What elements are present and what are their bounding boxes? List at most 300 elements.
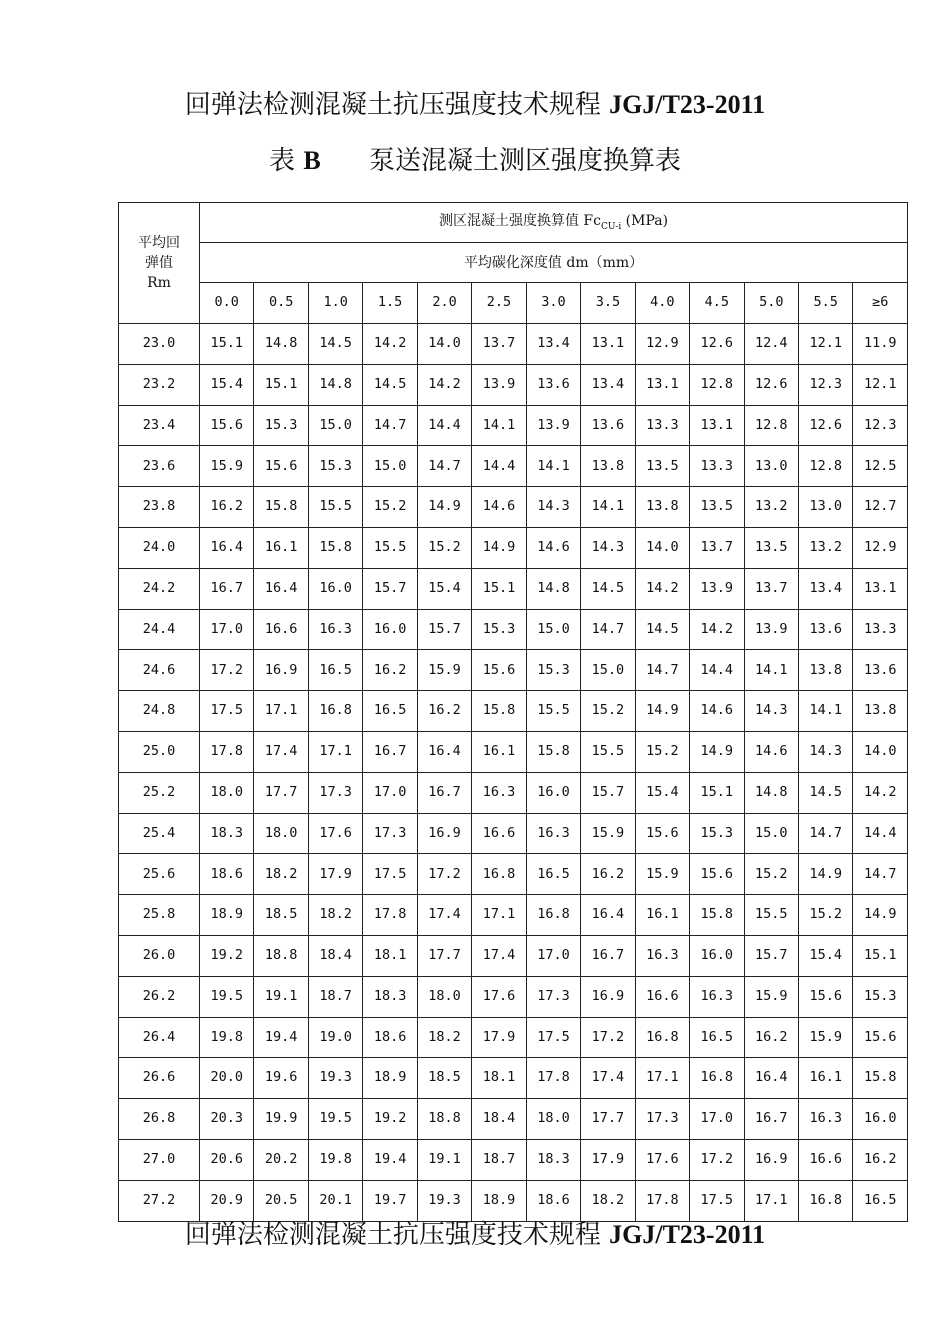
strength-value-cell: 14.0 [853, 731, 908, 772]
strength-value-cell: 14.6 [744, 731, 798, 772]
strength-value-cell: 18.2 [417, 1017, 471, 1058]
strength-value-cell: 19.8 [308, 1139, 362, 1180]
table-row [119, 324, 908, 365]
strength-value-cell: 15.8 [472, 691, 526, 732]
strength-value-cell: 13.1 [581, 324, 635, 365]
strength-value-cell: 15.9 [200, 446, 254, 487]
strength-value-cell: 18.7 [308, 976, 362, 1017]
strength-value-cell: 14.8 [254, 324, 308, 365]
header-row-depths [119, 283, 908, 324]
strength-value-cell: 16.3 [635, 935, 689, 976]
rm-header-line-2: 弹值 [145, 254, 173, 271]
depth-header-cell: 0.0 [200, 283, 254, 324]
strength-value-cell: 17.5 [200, 691, 254, 732]
strength-value-cell: 16.4 [200, 527, 254, 568]
strength-value-cell: 18.5 [254, 895, 308, 936]
strength-value-cell: 13.5 [635, 446, 689, 487]
strength-value-cell: 17.2 [200, 650, 254, 691]
strength-value-cell: 19.6 [254, 1058, 308, 1099]
strength-value-cell: 14.1 [744, 650, 798, 691]
strength-value-cell: 16.4 [744, 1058, 798, 1099]
strength-value-cell: 17.3 [526, 976, 580, 1017]
strength-value-cell: 16.2 [200, 487, 254, 528]
strength-value-cell: 13.3 [690, 446, 744, 487]
strength-value-cell: 15.2 [635, 731, 689, 772]
header-row-carbonation [119, 243, 908, 283]
table-row [119, 895, 908, 936]
strength-value-cell: 13.7 [744, 568, 798, 609]
strength-value-cell: 13.6 [798, 609, 852, 650]
strength-value-cell: 15.4 [200, 364, 254, 405]
strength-value-cell: 18.1 [472, 1058, 526, 1099]
strength-value-cell: 14.4 [853, 813, 908, 854]
strength-value-cell: 15.0 [308, 405, 362, 446]
strength-value-cell: 15.8 [690, 895, 744, 936]
strength-value-cell: 15.2 [581, 691, 635, 732]
strength-value-cell: 17.0 [526, 935, 580, 976]
rm-header-line-1: 平均回 [138, 234, 180, 251]
strength-value-cell: 16.6 [254, 609, 308, 650]
strength-value-cell: 15.6 [472, 650, 526, 691]
strength-value-cell: 14.0 [417, 324, 471, 365]
rm-value-cell: 23.4 [119, 405, 200, 446]
strength-value-cell: 13.9 [690, 568, 744, 609]
strength-value-cell: 17.6 [635, 1139, 689, 1180]
strength-value-cell: 15.2 [798, 895, 852, 936]
strength-value-cell: 14.0 [635, 527, 689, 568]
strength-value-cell: 15.0 [744, 813, 798, 854]
strength-value-cell: 15.4 [417, 568, 471, 609]
table-title [0, 140, 950, 177]
strength-value-cell: 17.5 [363, 854, 417, 895]
rm-value-cell: 25.2 [119, 772, 200, 813]
strength-value-cell: 14.8 [744, 772, 798, 813]
table-row [119, 731, 908, 772]
table-row [119, 364, 908, 405]
strength-value-cell: 13.0 [744, 446, 798, 487]
strength-value-cell: 14.3 [798, 731, 852, 772]
strength-value-cell: 14.4 [472, 446, 526, 487]
strength-value-cell: 17.7 [581, 1099, 635, 1140]
strength-value-cell: 15.0 [581, 650, 635, 691]
strength-value-cell: 12.6 [798, 405, 852, 446]
strength-value-cell: 13.8 [853, 691, 908, 732]
strength-value-cell: 18.6 [526, 1180, 580, 1221]
strength-value-cell: 19.4 [363, 1139, 417, 1180]
strength-value-cell: 14.7 [417, 446, 471, 487]
strength-value-cell: 12.9 [635, 324, 689, 365]
strength-value-cell: 14.9 [472, 527, 526, 568]
strength-value-cell: 17.2 [581, 1017, 635, 1058]
strength-value-cell: 19.1 [254, 976, 308, 1017]
strength-value-cell: 16.9 [744, 1139, 798, 1180]
strength-conversion-table [118, 202, 908, 1222]
table-row [119, 650, 908, 691]
document-title-text: 回弹法检测混凝土抗压强度技术规程 [184, 90, 601, 120]
strength-value-cell: 13.8 [581, 446, 635, 487]
strength-value-cell: 12.6 [744, 364, 798, 405]
strength-value-cell: 13.6 [853, 650, 908, 691]
strength-value-cell: 14.2 [417, 364, 471, 405]
strength-value-cell: 13.8 [635, 487, 689, 528]
strength-value-cell: 17.7 [254, 772, 308, 813]
strength-value-cell: 18.6 [200, 854, 254, 895]
strength-value-cell: 13.7 [690, 527, 744, 568]
table-row [119, 1017, 908, 1058]
strength-value-cell: 15.9 [798, 1017, 852, 1058]
strength-value-cell: 15.3 [526, 650, 580, 691]
table-row [119, 935, 908, 976]
strength-value-cell: 18.0 [417, 976, 471, 1017]
rm-value-cell: 25.6 [119, 854, 200, 895]
strength-value-cell: 16.6 [635, 976, 689, 1017]
strength-value-cell: 13.1 [690, 405, 744, 446]
strength-value-cell: 15.7 [744, 935, 798, 976]
table-row [119, 405, 908, 446]
strength-value-cell: 13.1 [853, 568, 908, 609]
strength-value-cell: 20.3 [200, 1099, 254, 1140]
strength-value-cell: 16.9 [581, 976, 635, 1017]
strength-value-cell: 17.8 [635, 1180, 689, 1221]
strength-value-cell: 13.3 [853, 609, 908, 650]
strength-value-cell: 16.1 [635, 895, 689, 936]
strength-value-cell: 18.8 [417, 1099, 471, 1140]
strength-value-cell: 12.1 [853, 364, 908, 405]
depth-header-cell: 3.5 [581, 283, 635, 324]
strength-value-cell: 16.5 [690, 1017, 744, 1058]
strength-value-cell: 16.4 [581, 895, 635, 936]
strength-value-cell: 19.7 [363, 1180, 417, 1221]
strength-value-cell: 14.5 [363, 364, 417, 405]
strength-value-cell: 19.9 [254, 1099, 308, 1140]
strength-value-cell: 18.2 [308, 895, 362, 936]
strength-value-cell: 14.1 [472, 405, 526, 446]
strength-value-cell: 14.8 [308, 364, 362, 405]
strength-value-cell: 12.8 [690, 364, 744, 405]
strength-value-cell: 14.5 [308, 324, 362, 365]
table-row [119, 772, 908, 813]
strength-value-cell: 13.9 [744, 609, 798, 650]
strength-value-cell: 13.4 [526, 324, 580, 365]
rm-value-cell: 27.0 [119, 1139, 200, 1180]
strength-value-cell: 20.5 [254, 1180, 308, 1221]
table-title-name: 泵送混凝土测区强度换算表 [368, 146, 681, 176]
strength-value-cell: 15.1 [200, 324, 254, 365]
strength-value-cell: 13.6 [526, 364, 580, 405]
strength-value-cell: 17.7 [417, 935, 471, 976]
strength-value-cell: 18.2 [254, 854, 308, 895]
strength-value-cell: 15.9 [744, 976, 798, 1017]
strength-value-cell: 15.2 [363, 487, 417, 528]
rm-value-cell: 26.0 [119, 935, 200, 976]
strength-value-cell: 15.1 [853, 935, 908, 976]
strength-header-subscript: CU-i [600, 221, 622, 232]
rm-header-cell [119, 203, 200, 324]
document-code: JGJ/T23-2011 [609, 90, 766, 119]
depth-header-cell: 1.0 [308, 283, 362, 324]
strength-value-cell: 14.2 [853, 772, 908, 813]
strength-value-cell: 15.6 [254, 446, 308, 487]
strength-value-cell: 16.2 [363, 650, 417, 691]
strength-value-cell: 12.7 [853, 487, 908, 528]
table-row [119, 813, 908, 854]
strength-value-cell: 14.4 [690, 650, 744, 691]
depth-header-cell: 4.0 [635, 283, 689, 324]
strength-value-cell: 16.5 [853, 1180, 908, 1221]
rm-value-cell: 23.8 [119, 487, 200, 528]
strength-value-cell: 15.0 [526, 609, 580, 650]
strength-value-cell: 12.8 [744, 405, 798, 446]
strength-value-cell: 18.6 [363, 1017, 417, 1058]
strength-value-cell: 16.7 [744, 1099, 798, 1140]
strength-value-cell: 13.0 [798, 487, 852, 528]
strength-value-cell: 17.3 [363, 813, 417, 854]
rm-value-cell: 23.0 [119, 324, 200, 365]
strength-value-cell: 17.8 [526, 1058, 580, 1099]
strength-value-cell: 15.5 [363, 527, 417, 568]
strength-value-cell: 18.3 [200, 813, 254, 854]
strength-value-cell: 18.8 [254, 935, 308, 976]
strength-value-cell: 17.5 [526, 1017, 580, 1058]
rm-value-cell: 23.6 [119, 446, 200, 487]
strength-value-cell: 16.8 [472, 854, 526, 895]
strength-value-cell: 14.2 [690, 609, 744, 650]
strength-value-cell: 19.0 [308, 1017, 362, 1058]
strength-value-cell: 14.7 [798, 813, 852, 854]
strength-value-cell: 15.3 [853, 976, 908, 1017]
strength-value-cell: 14.5 [581, 568, 635, 609]
strength-value-cell: 16.6 [472, 813, 526, 854]
rm-value-cell: 27.2 [119, 1180, 200, 1221]
strength-value-cell: 15.5 [308, 487, 362, 528]
strength-value-cell: 14.9 [798, 854, 852, 895]
strength-value-cell: 14.1 [526, 446, 580, 487]
strength-value-cell: 15.6 [853, 1017, 908, 1058]
table-row [119, 568, 908, 609]
strength-value-cell: 17.1 [254, 691, 308, 732]
depth-header-cell: 5.0 [744, 283, 798, 324]
strength-value-cell: 20.2 [254, 1139, 308, 1180]
strength-value-cell: 15.7 [581, 772, 635, 813]
strength-value-cell: 13.7 [472, 324, 526, 365]
strength-value-cell: 14.7 [581, 609, 635, 650]
strength-value-cell: 18.9 [200, 895, 254, 936]
table-row [119, 527, 908, 568]
depth-header-cell: ≥6 [853, 283, 908, 324]
strength-value-cell: 19.3 [308, 1058, 362, 1099]
footer-code: JGJ/T23-2011 [609, 1220, 766, 1249]
strength-value-cell: 14.7 [853, 854, 908, 895]
strength-value-cell: 14.6 [690, 691, 744, 732]
strength-value-cell: 15.9 [581, 813, 635, 854]
strength-value-cell: 18.9 [472, 1180, 526, 1221]
strength-value-cell: 17.2 [690, 1139, 744, 1180]
rm-value-cell: 25.8 [119, 895, 200, 936]
strength-value-cell: 12.4 [744, 324, 798, 365]
strength-value-cell: 12.6 [690, 324, 744, 365]
strength-value-cell: 16.4 [254, 568, 308, 609]
strength-value-cell: 15.9 [417, 650, 471, 691]
strength-value-cell: 18.0 [526, 1099, 580, 1140]
strength-value-cell: 13.5 [744, 527, 798, 568]
rm-value-cell: 24.4 [119, 609, 200, 650]
strength-value-cell: 14.2 [635, 568, 689, 609]
strength-value-cell: 15.9 [635, 854, 689, 895]
strength-value-cell: 17.4 [417, 895, 471, 936]
strength-value-cell: 17.0 [690, 1099, 744, 1140]
depth-header-cell: 2.5 [472, 283, 526, 324]
strength-value-cell: 13.9 [526, 405, 580, 446]
strength-value-cell: 17.1 [635, 1058, 689, 1099]
strength-value-cell: 20.1 [308, 1180, 362, 1221]
strength-value-cell: 15.0 [363, 446, 417, 487]
strength-value-cell: 16.3 [308, 609, 362, 650]
strength-value-cell: 12.1 [798, 324, 852, 365]
rm-value-cell: 24.0 [119, 527, 200, 568]
strength-value-cell: 17.1 [308, 731, 362, 772]
strength-value-cell: 16.1 [254, 527, 308, 568]
strength-value-cell: 15.3 [254, 405, 308, 446]
table-row [119, 691, 908, 732]
table-row [119, 609, 908, 650]
strength-value-cell: 14.9 [690, 731, 744, 772]
strength-value-cell: 20.6 [200, 1139, 254, 1180]
table-row [119, 976, 908, 1017]
depth-header-cell: 3.0 [526, 283, 580, 324]
strength-value-cell: 18.4 [308, 935, 362, 976]
strength-value-cell: 15.6 [200, 405, 254, 446]
strength-value-cell: 14.9 [635, 691, 689, 732]
strength-value-cell: 20.0 [200, 1058, 254, 1099]
strength-value-cell: 17.1 [472, 895, 526, 936]
strength-value-cell: 19.5 [308, 1099, 362, 1140]
header-row-strength [119, 203, 908, 243]
strength-value-cell: 16.3 [472, 772, 526, 813]
strength-value-cell: 17.9 [308, 854, 362, 895]
strength-value-cell: 16.0 [690, 935, 744, 976]
strength-value-cell: 16.1 [472, 731, 526, 772]
strength-value-cell: 16.0 [853, 1099, 908, 1140]
strength-value-cell: 16.3 [798, 1099, 852, 1140]
document-title [0, 84, 950, 121]
strength-value-cell: 14.6 [472, 487, 526, 528]
strength-value-cell: 13.3 [635, 405, 689, 446]
strength-value-cell: 14.1 [798, 691, 852, 732]
strength-value-cell: 15.1 [472, 568, 526, 609]
strength-value-cell: 16.7 [417, 772, 471, 813]
strength-value-cell: 16.7 [581, 935, 635, 976]
strength-value-cell: 18.4 [472, 1099, 526, 1140]
strength-value-cell: 13.8 [798, 650, 852, 691]
footer-title [0, 1214, 950, 1251]
strength-header-unit: (MPa) [625, 212, 669, 229]
rm-value-cell: 23.2 [119, 364, 200, 405]
strength-value-cell: 16.0 [526, 772, 580, 813]
strength-value-cell: 16.0 [308, 568, 362, 609]
strength-value-cell: 16.4 [417, 731, 471, 772]
strength-header-label: 测区混凝土强度换算值 Fc [438, 212, 601, 229]
strength-value-cell: 13.1 [635, 364, 689, 405]
strength-value-cell: 16.8 [798, 1180, 852, 1221]
strength-value-cell: 18.0 [200, 772, 254, 813]
strength-value-cell: 20.9 [200, 1180, 254, 1221]
strength-value-cell: 14.9 [853, 895, 908, 936]
depth-header-cell: 5.5 [798, 283, 852, 324]
strength-value-cell: 13.4 [581, 364, 635, 405]
strength-value-cell: 14.3 [744, 691, 798, 732]
strength-value-cell: 16.7 [200, 568, 254, 609]
strength-value-cell: 16.5 [526, 854, 580, 895]
strength-value-cell: 15.5 [526, 691, 580, 732]
strength-value-cell: 18.3 [526, 1139, 580, 1180]
strength-value-cell: 17.9 [581, 1139, 635, 1180]
strength-value-cell: 19.2 [363, 1099, 417, 1140]
strength-value-cell: 16.2 [417, 691, 471, 732]
strength-value-cell: 15.6 [635, 813, 689, 854]
strength-value-cell: 18.2 [581, 1180, 635, 1221]
strength-value-cell: 14.7 [635, 650, 689, 691]
strength-value-cell: 16.6 [798, 1139, 852, 1180]
table-body [119, 203, 908, 1222]
strength-value-cell: 17.3 [635, 1099, 689, 1140]
rm-value-cell: 25.4 [119, 813, 200, 854]
strength-value-cell: 15.2 [744, 854, 798, 895]
strength-value-cell: 15.3 [472, 609, 526, 650]
depth-header-cell: 2.0 [417, 283, 471, 324]
strength-value-cell: 14.4 [417, 405, 471, 446]
rm-header-line-3: Rm [147, 275, 171, 292]
carbonation-header-cell: 平均碳化深度值 dm（mm） [200, 243, 908, 283]
table-row [119, 446, 908, 487]
strength-value-cell: 15.1 [690, 772, 744, 813]
strength-value-cell: 18.3 [363, 976, 417, 1017]
strength-value-cell: 16.0 [363, 609, 417, 650]
table-row [119, 1058, 908, 1099]
strength-value-cell: 15.4 [635, 772, 689, 813]
strength-value-cell: 17.8 [363, 895, 417, 936]
table-row [119, 1139, 908, 1180]
strength-value-cell: 17.2 [417, 854, 471, 895]
strength-value-cell: 19.8 [200, 1017, 254, 1058]
strength-value-cell: 15.6 [798, 976, 852, 1017]
strength-value-cell: 15.2 [417, 527, 471, 568]
strength-value-cell: 17.5 [690, 1180, 744, 1221]
strength-value-cell: 12.8 [798, 446, 852, 487]
strength-value-cell: 14.1 [581, 487, 635, 528]
strength-value-cell: 16.5 [363, 691, 417, 732]
strength-value-cell: 16.9 [417, 813, 471, 854]
strength-value-cell: 16.3 [690, 976, 744, 1017]
strength-value-cell: 14.5 [635, 609, 689, 650]
rm-value-cell: 26.2 [119, 976, 200, 1017]
rm-value-cell: 25.0 [119, 731, 200, 772]
strength-value-cell: 14.7 [363, 405, 417, 446]
strength-value-cell: 14.2 [363, 324, 417, 365]
strength-value-cell: 16.8 [635, 1017, 689, 1058]
strength-value-cell: 18.9 [363, 1058, 417, 1099]
strength-value-cell: 13.6 [581, 405, 635, 446]
strength-value-cell: 16.1 [798, 1058, 852, 1099]
strength-value-cell: 19.1 [417, 1139, 471, 1180]
strength-value-cell: 17.0 [363, 772, 417, 813]
strength-value-cell: 19.3 [417, 1180, 471, 1221]
depth-header-cell: 4.5 [690, 283, 744, 324]
strength-value-cell: 14.8 [526, 568, 580, 609]
rm-value-cell: 26.6 [119, 1058, 200, 1099]
strength-value-cell: 14.3 [526, 487, 580, 528]
strength-value-cell: 13.9 [472, 364, 526, 405]
table-row [119, 854, 908, 895]
